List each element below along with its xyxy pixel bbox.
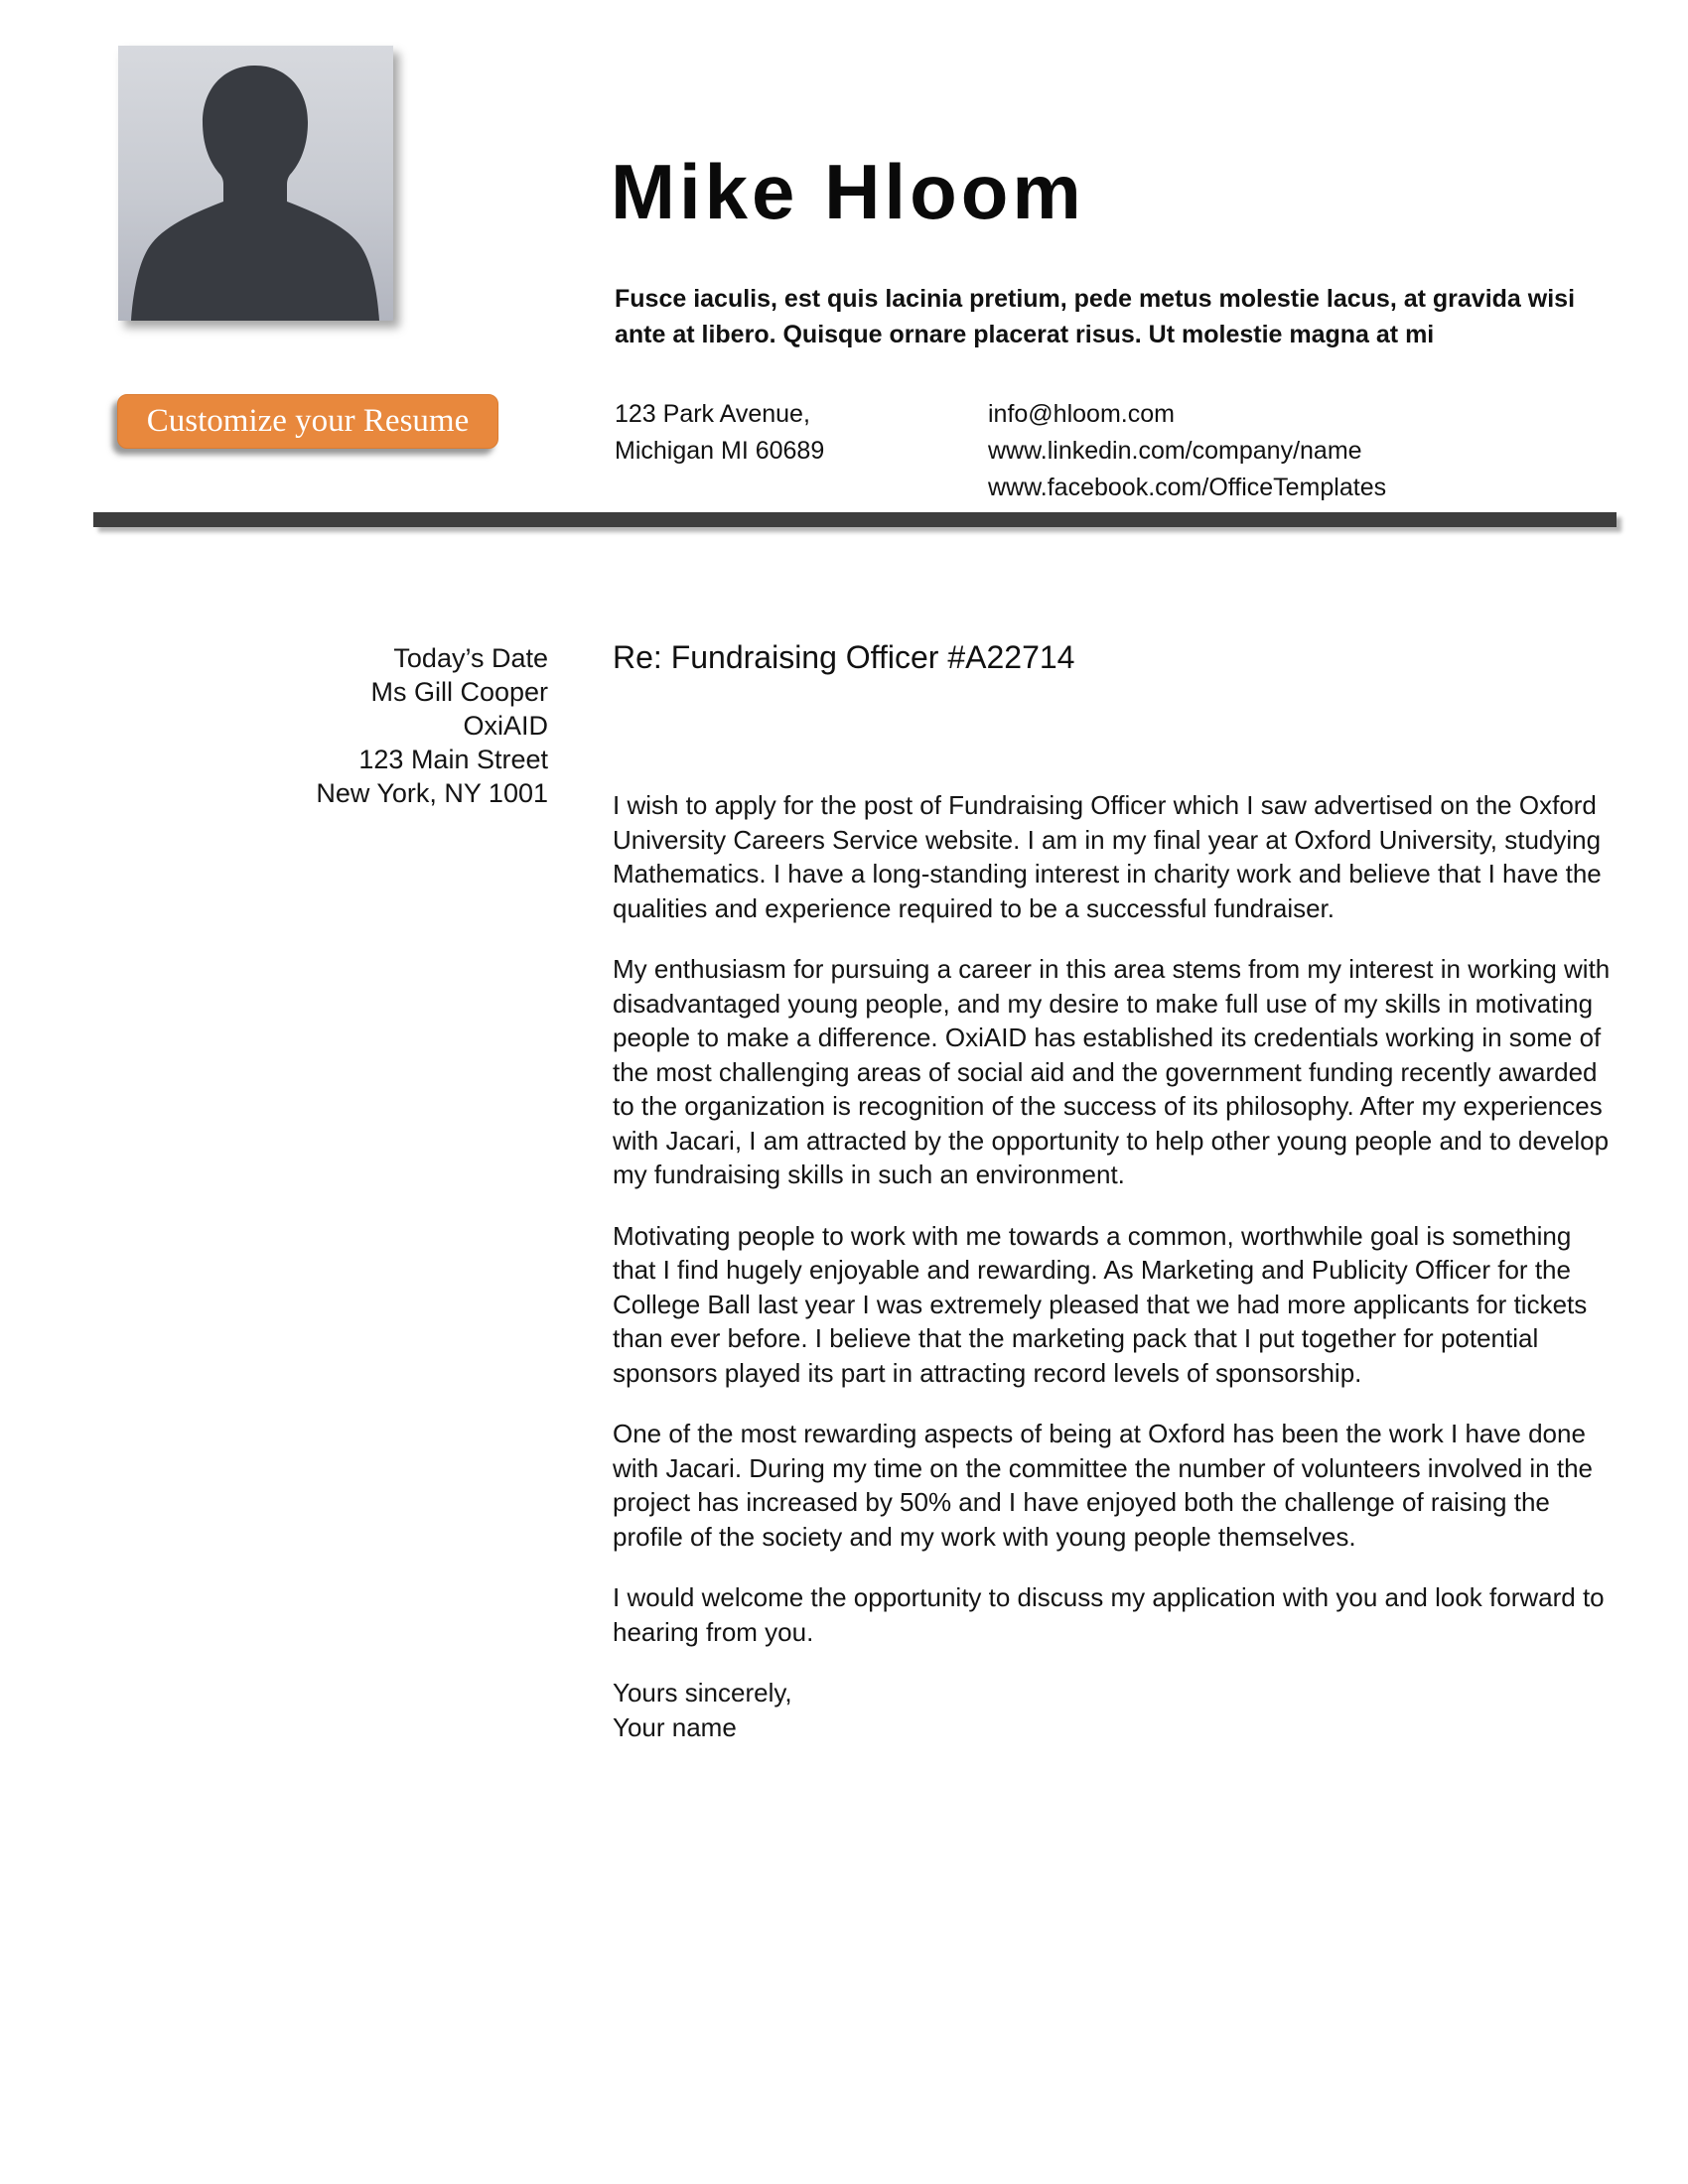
- subject-line: Re: Fundraising Officer #A22714: [613, 639, 1075, 675]
- facebook-link[interactable]: www.facebook.com/OfficeTemplates: [988, 474, 1387, 501]
- closing-salutation: Yours sincerely,: [613, 1678, 792, 1707]
- customize-resume-button[interactable]: Customize your Resume: [117, 394, 498, 449]
- linkedin-link[interactable]: www.linkedin.com/company/name: [988, 437, 1362, 465]
- page-title: Mike Hloom: [611, 148, 1085, 235]
- recipient-block: [93, 641, 548, 810]
- closing-block: [613, 1676, 1620, 1744]
- recipient-street: 123 Main Street: [358, 745, 548, 774]
- recipient-organization: OxiAID: [463, 711, 548, 741]
- address-line-2: Michigan MI 60689: [615, 437, 825, 465]
- recipient-name: Ms Gill Cooper: [370, 677, 548, 707]
- tagline-line-2: ante at libero. Quisque ornare placerat risus. Ut molestie magna at mi: [615, 321, 1435, 348]
- tagline-line-1: Fusce iaculis, est quis lacinia pretium, pede metus molestie lacus, at gravida wisi: [615, 285, 1576, 313]
- person-silhouette-icon: [118, 46, 393, 321]
- tagline: [615, 281, 1608, 352]
- address-block: [615, 396, 824, 470]
- letter-body: [613, 788, 1620, 1744]
- address-line-1: 123 Park Avenue,: [615, 400, 810, 428]
- paragraph-1: I wish to apply for the post of Fundraising Officer which I saw advertised on the Oxford University Careers Service website. I am in my final year at Oxford University, studying Mathematics. I have a long-standing interest in charity work and believe that I have the qualities and experience required to be a successful fundraiser.: [613, 790, 1602, 923]
- profile-photo: [118, 46, 393, 321]
- paragraph-5: I would welcome the opportunity to discuss my application with you and look forward to hearing from you.: [613, 1582, 1605, 1647]
- paragraph-4: One of the most rewarding aspects of being at Oxford has been the work I have done with Jacari. During my time on the committee the number of volunteers involved in the project has increased by 50% and I have enjoyed both the challenge of raising the profile of the society and my work with young people themselves.: [613, 1419, 1594, 1552]
- email-link[interactable]: info@hloom.com: [988, 400, 1175, 428]
- recipient-city: New York, NY 1001: [316, 778, 548, 808]
- header-divider: [93, 512, 1617, 527]
- closing-signature: Your name: [613, 1711, 737, 1742]
- contact-block: [988, 396, 1386, 506]
- recipient-date: Today’s Date: [393, 643, 548, 673]
- paragraph-3: Motivating people to work with me towards a common, worthwhile goal is something that I find hugely enjoyable and rewarding. As Marketing and Publicity Officer for the College Ball last year I was extremely pleased that we had more applicants for tickets than ever before. I believe that the marketing pack that I put together for potential sponsors played its part in attracting record levels of sponsorship.: [613, 1220, 1588, 1388]
- paragraph-2: My enthusiasm for pursuing a career in this area stems from my interest in working with disadvantaged young people, and my desire to make full use of my skills in motivating people to make a difference. OxiAID has established its credentials working in some of the most challenging areas of social aid and the government funding recently awarded to the organization is recognition of the success of its philosophy. After my experiences with Jacari, I am attracted by the opportunity to help other young people and to develop my fundraising skills in such an environment.: [613, 954, 1611, 1189]
